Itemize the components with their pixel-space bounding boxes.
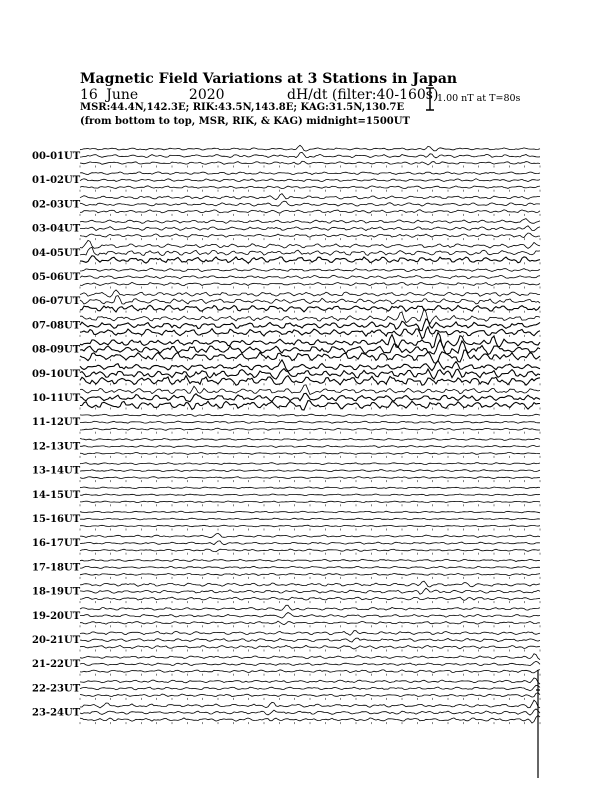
trace-rik (80, 709, 540, 715)
hour-label: 23-24UT (32, 707, 81, 719)
hour-label: 15-16UT (32, 514, 81, 525)
trace-rik (80, 638, 540, 642)
trace-msr (80, 621, 540, 625)
trace-rik (80, 588, 540, 594)
trace-kag (80, 533, 540, 537)
hour-label: 17-18UT (32, 562, 81, 574)
minute-ticks (80, 480, 540, 482)
hour-label: 14-15UT (32, 489, 81, 501)
trace-rik (80, 541, 540, 545)
station-order-note: (from bottom to top, MSR, RIK, & KAG) midnight=1500UT (80, 116, 410, 127)
minute-ticks (80, 722, 540, 724)
minute-ticks (80, 456, 540, 458)
trace-kag (80, 463, 540, 465)
minute-ticks (80, 408, 540, 410)
date-day: 16 (80, 87, 98, 103)
trace-msr (80, 549, 540, 552)
trace-msr (80, 161, 540, 165)
trace-kag (80, 360, 540, 371)
trace-msr (80, 693, 540, 697)
minute-ticks (80, 625, 540, 627)
minute-ticks (80, 238, 540, 240)
stations-label: MSR:44.4N,142.3E; RIK:43.5N,143.8E; KAG:31.5N,130.7E (80, 102, 405, 113)
minute-ticks (80, 601, 540, 603)
trace-rik (80, 296, 540, 305)
trace-kag (80, 559, 540, 561)
trace-msr (80, 350, 540, 363)
trace-msr (80, 573, 540, 575)
hour-label: 20-21UT (32, 635, 81, 646)
minute-ticks (80, 553, 540, 555)
hour-label: 02-03UT (32, 199, 81, 211)
trace-rik (80, 446, 540, 448)
minute-ticks (80, 359, 540, 361)
trace-kag (80, 700, 540, 708)
trace-msr (80, 670, 540, 673)
hour-label: 05-06UT (32, 272, 81, 283)
hour-label: 04-05UT (32, 247, 81, 259)
trace-msr (80, 256, 540, 263)
minute-ticks (80, 383, 540, 385)
trace-kag (80, 268, 540, 271)
minute-ticks (80, 577, 540, 579)
trace-msr (80, 210, 540, 214)
trace-msr (80, 477, 540, 479)
chart-title: Magnetic Field Variations at 3 Stations in Japan (80, 71, 458, 87)
minute-ticks (80, 214, 540, 216)
trace-msr (80, 597, 540, 600)
hour-label: 00-01UT (32, 151, 81, 162)
trace-kag (80, 439, 540, 441)
trace-rik (80, 152, 540, 158)
trace-kag (80, 240, 540, 248)
trace-msr (80, 186, 540, 189)
trace-rik (80, 369, 540, 380)
hour-label: 10-11UT (32, 393, 81, 404)
minute-ticks (80, 287, 540, 289)
minute-ticks (80, 504, 540, 506)
trace-kag (80, 172, 540, 175)
scale-label: 1.00 nT at T=80s (437, 93, 521, 104)
trace-kag (80, 631, 540, 636)
trace-group (80, 145, 540, 778)
trace-kag (80, 219, 540, 224)
trace-rik (80, 247, 540, 255)
hour-label: 11-12UT (32, 417, 81, 429)
trace-rik (80, 179, 540, 182)
trace-msr (80, 525, 540, 527)
trace-rik (80, 201, 540, 206)
trace-kag (80, 678, 540, 684)
hour-label: 09-10UT (32, 368, 81, 380)
hour-label: 13-14UT (32, 465, 81, 477)
hour-label: 03-04UT (32, 223, 81, 235)
minute-ticks (80, 674, 540, 676)
trace-msr (80, 645, 540, 649)
trace-rik (80, 518, 540, 520)
trace-msr (80, 501, 540, 503)
trace-msr (80, 452, 540, 454)
minute-ticks (80, 190, 540, 192)
trace-msr (80, 327, 540, 339)
trace-rik (80, 566, 540, 568)
trace-msr (80, 282, 540, 285)
hour-label: 01-02UT (32, 175, 81, 187)
hour-label: 16-17UT (32, 538, 81, 550)
date-year: 2020 (188, 87, 225, 103)
minute-ticks (80, 432, 540, 434)
trace-msr (80, 428, 540, 430)
trace-msr (80, 233, 540, 238)
trace-kag (80, 511, 540, 513)
hour-label: 21-22UT (32, 659, 81, 671)
minute-ticks (80, 166, 540, 168)
trace-kag (80, 654, 540, 660)
trace-kag (80, 414, 540, 416)
trace-kag (80, 487, 540, 489)
trace-kag (80, 145, 540, 151)
filter-label: dH/dt (filter:40-160s) (287, 87, 439, 103)
hour-label: 07-08UT (32, 320, 81, 332)
trace-rik (80, 319, 540, 331)
hour-label-group (32, 151, 81, 719)
trace-rik (80, 421, 540, 423)
trace-rik (80, 275, 540, 278)
hour-label: 22-23UT (32, 683, 81, 695)
trace-rik (80, 494, 540, 496)
minute-ticks (80, 650, 540, 652)
trace-rik (80, 685, 540, 691)
minute-ticks (80, 529, 540, 531)
trace-kag (80, 605, 540, 610)
chart-date (80, 87, 225, 103)
minute-ticks (80, 698, 540, 700)
trace-rik (80, 613, 540, 619)
trace-kag (80, 194, 540, 200)
end-spike (536, 670, 540, 778)
trace-kag (80, 581, 540, 587)
trace-kag (80, 385, 540, 395)
hour-label: 06-07UT (32, 296, 81, 308)
hour-label: 19-20UT (32, 610, 81, 622)
hour-label: 12-13UT (32, 441, 81, 453)
trace-rik (80, 226, 540, 231)
hour-label: 18-19UT (32, 586, 81, 598)
trace-rik (80, 661, 540, 665)
trace-rik (80, 470, 540, 472)
trace-kag (80, 290, 540, 297)
hour-label: 08-09UT (32, 344, 81, 356)
minute-ticks (80, 262, 540, 264)
trace-msr (80, 715, 540, 723)
date-month: June (106, 87, 139, 103)
